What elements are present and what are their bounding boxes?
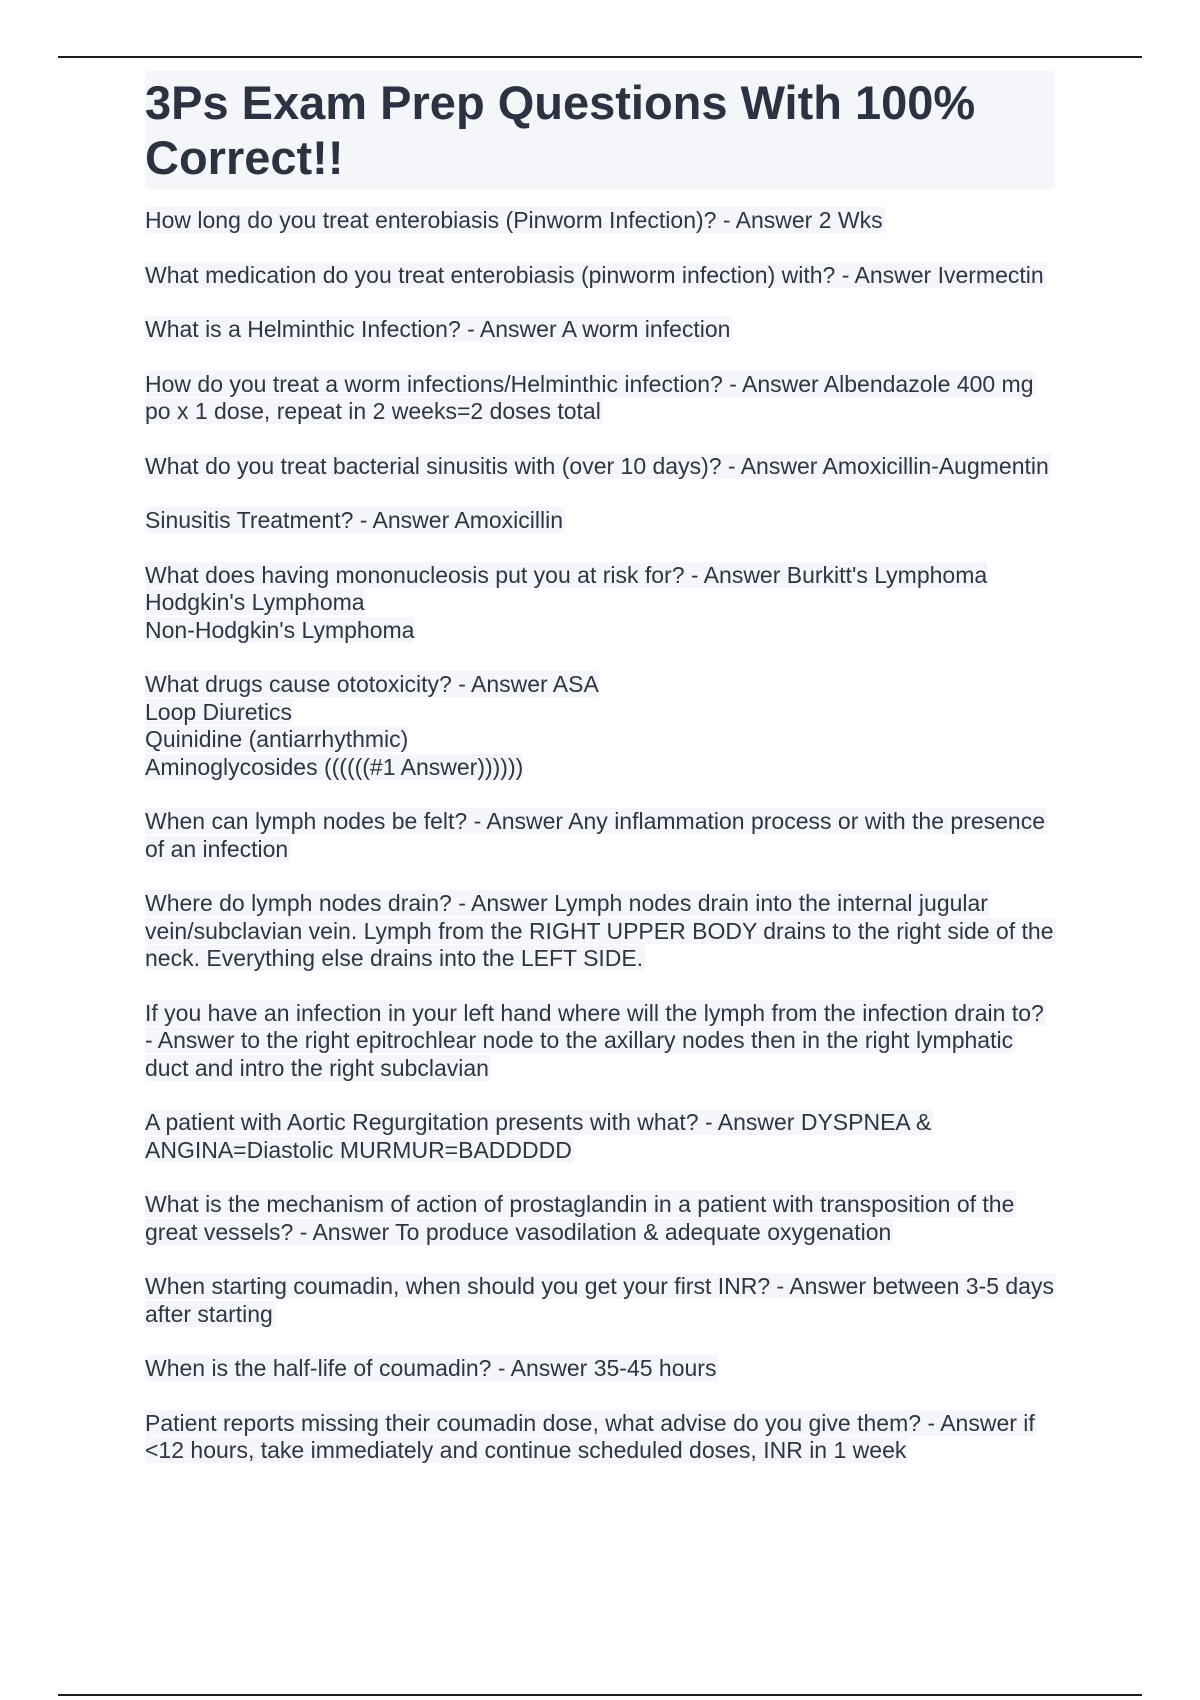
qa-text: When is the half-life of coumadin? - Answer 35-45 hours [145, 1355, 717, 1381]
qa-text: How do you treat a worm infections/Helminthic infection? - Answer Albendazole 400 mg po x 1 dose, repeat in 2 weeks=2 doses total [145, 370, 1034, 424]
qa-item [145, 262, 1055, 290]
qa-text: What do you treat bacterial sinusitis with (over 10 days)? - Answer Amoxicillin-Augmentin [145, 452, 1049, 479]
qa-item [145, 671, 1055, 781]
qa-item [145, 1109, 1055, 1164]
qa-item [145, 1355, 1055, 1383]
qa-answer-line: Non-Hodgkin's Lymphoma [145, 616, 415, 643]
qa-item [145, 453, 1055, 481]
qa-item [145, 1191, 1055, 1246]
qa-item [145, 507, 1055, 535]
qa-text: When starting coumadin, when should you get your first INR? - Answer between 3-5 days after starting [145, 1273, 1054, 1327]
title-block [145, 71, 1055, 189]
page-title: 3Ps Exam Prep Questions With 100% Correct!! [145, 76, 976, 184]
qa-item [145, 562, 1055, 645]
top-divider [58, 56, 1142, 58]
qa-item [145, 1000, 1055, 1083]
qa-text: Patient reports missing their coumadin dose, what advise do you give them? - Answer if <12 hours, take immediately and continue scheduled doses, INR in 1 week [145, 1409, 1035, 1463]
qa-item [145, 371, 1055, 426]
qa-item [145, 890, 1055, 973]
qa-text: What does having mononucleosis put you at risk for? - Answer Burkitt's Lymphoma [145, 561, 988, 588]
qa-text: What medication do you treat enterobiasis (pinworm infection) with? - Answer Ivermectin [145, 261, 1044, 288]
qa-item [145, 1410, 1055, 1465]
qa-text: Where do lymph nodes drain? - Answer Lymph nodes drain into the internal jugular vein/subclavian vein. Lymph from the RIGHT UPPER BODY drains to the right side of the neck. Everything else drains into the LEFT SIDE. [145, 890, 1054, 971]
bottom-divider [58, 1694, 1142, 1696]
qa-item [145, 316, 1055, 344]
qa-item [145, 808, 1055, 863]
qa-text: If you have an infection in your left hand where will the lymph from the infection drain to? - Answer to the right epitrochlear node to the axillary nodes then in the right lymphatic duct and intro the right subclavian [145, 999, 1044, 1081]
qa-answer-line: Hodgkin's Lymphoma [145, 589, 365, 615]
qa-text: What is a Helminthic Infection? - Answer A worm infection [145, 316, 731, 342]
qa-item [145, 207, 1055, 235]
qa-text: What is the mechanism of action of prostaglandin in a patient with transposition of the great vessels? - Answer To produce vasodilation & adequate oxygenation [145, 1191, 1015, 1245]
qa-answer-line: Aminoglycosides ((((((#1 Answer)))))) [145, 753, 524, 780]
qa-text: How long do you treat enterobiasis (Pinworm Infection)? - Answer 2 Wks [145, 207, 883, 233]
qa-item [145, 1273, 1055, 1328]
qa-text: What drugs cause ototoxicity? - Answer ASA [145, 671, 599, 697]
qa-text: When can lymph nodes be felt? - Answer Any inflammation process or with the presence of an infection [145, 808, 1046, 862]
qa-answer-line: Quinidine (antiarrhythmic) [145, 726, 409, 752]
qa-text: Sinusitis Treatment? - Answer Amoxicillin [145, 507, 563, 533]
qa-answer-line: Loop Diuretics [145, 698, 293, 725]
qa-text: A patient with Aortic Regurgitation presents with what? - Answer DYSPNEA & ANGINA=Diastolic MURMUR=BADDDDD [145, 1109, 932, 1163]
document-body [145, 71, 1055, 1492]
